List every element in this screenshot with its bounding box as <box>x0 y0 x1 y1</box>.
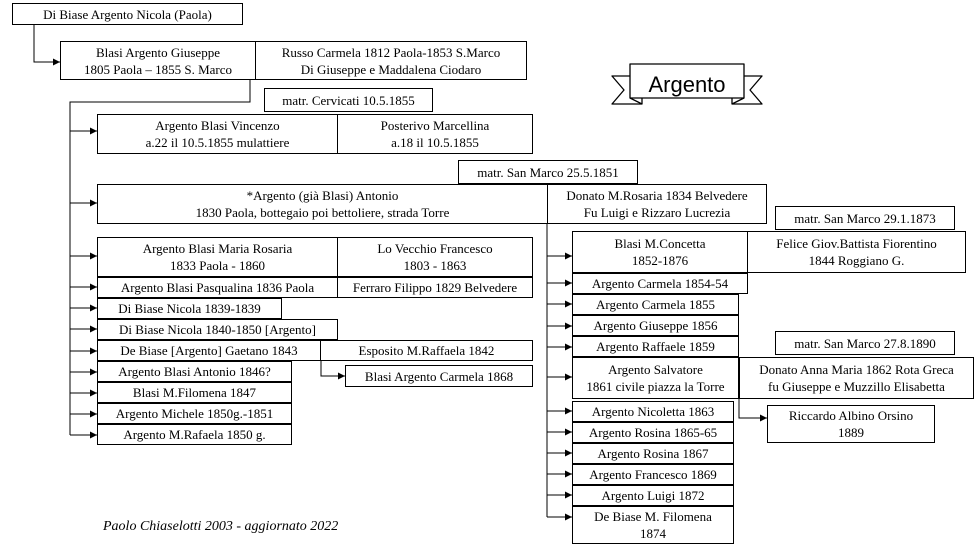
box-text-line: 1861 civile piazza la Torre <box>586 379 725 394</box>
person-pasqualina <box>97 277 338 298</box>
marriage-sanmarco-1851 <box>458 160 638 184</box>
box-text-line: Argento M.Rafaela 1850 g. <box>123 427 266 442</box>
person-rosina-1867 <box>572 443 734 464</box>
box-text-line: Argento Carmela 1855 <box>596 297 715 312</box>
box-text-line: Argento Blasi Maria Rosaria <box>142 241 293 256</box>
box-text-line: fu Giuseppe e Muzzillo Elisabetta <box>768 379 945 394</box>
person-nicola-1840 <box>97 319 338 340</box>
box-text-line: De Biase [Argento] Gaetano 1843 <box>120 343 298 358</box>
box-text-line: Argento Michele 1850g.-1851 <box>115 406 274 421</box>
person-antonio <box>97 184 548 224</box>
marriage-sanmarco-1890 <box>775 331 955 355</box>
box-text-line: Russo Carmela 1812 Paola-1853 S.Marco <box>281 44 501 60</box>
box-text-line: Felice Giov.Battista Fiorentino <box>776 236 937 251</box>
box-text-line: matr. San Marco 29.1.1873 <box>794 210 936 226</box>
box-text-line: a.18 il 10.5.1855 <box>391 135 479 150</box>
box-text-line: Argento Salvatore <box>608 362 703 377</box>
person-carmela-1854 <box>572 273 748 294</box>
box-text-line: Di Giuseppe e Maddalena Ciodaro <box>300 61 482 77</box>
author-credit: Paolo Chiaselotti 2003 - aggiornato 2022 <box>103 519 339 534</box>
box-text-line: Blasi M.Concetta <box>614 236 706 251</box>
spouse-donato-anna <box>739 357 974 399</box>
box-text-line: Di Biase Nicola 1839-1839 <box>118 301 261 316</box>
box-text-line: Argento Luigi 1872 <box>601 488 705 503</box>
person-francesco <box>572 464 734 485</box>
spouse-lo-vecchio <box>337 237 533 277</box>
person-root <box>12 3 243 25</box>
box-text-line: Di Biase Nicola 1840-1850 [Argento] <box>119 322 316 337</box>
box-text-line: 1852-1876 <box>631 253 689 268</box>
box-text-line: Argento Giuseppe 1856 <box>593 318 718 333</box>
box-text-line: Argento Blasi Antonio 1846? <box>118 364 271 379</box>
person-antonio-1846 <box>97 361 292 382</box>
person-filomena-1874 <box>572 506 734 544</box>
box-text-line: Esposito M.Raffaela 1842 <box>358 343 495 358</box>
person-riccardo <box>767 405 935 443</box>
box-text-line: Argento Raffaele 1859 <box>596 339 715 354</box>
connector-salvatore-riccardo <box>739 398 767 418</box>
person-gaetano <box>97 340 321 361</box>
box-text-line: Donato Anna Maria 1862 Rota Greca <box>759 362 954 377</box>
box-text-line: Argento Blasi Pasqualina 1836 Paola <box>120 280 315 295</box>
connector-root-giuseppe <box>34 24 60 62</box>
box-text-line: Blasi Argento Giuseppe <box>96 44 220 60</box>
spouse-ferraro <box>337 277 533 298</box>
box-text-line: Lo Vecchio Francesco <box>377 241 493 256</box>
person-mrafaela <box>97 424 292 445</box>
box-text-line: matr. San Marco 25.5.1851 <box>477 164 619 180</box>
marriage-sanmarco-1873 <box>775 206 955 230</box>
person-raffaele <box>572 336 739 357</box>
box-text-line: Riccardo Albino Orsino <box>788 408 914 423</box>
box-text-line: 1830 Paola, bottegaio poi bettoliere, strada Torre <box>195 205 450 220</box>
box-text-line: 1874 <box>640 526 666 541</box>
person-luigi <box>572 485 734 506</box>
spouse-donato-rosaria <box>547 184 767 224</box>
box-text-line: Di Biase Argento Nicola (Paola) <box>43 6 212 22</box>
box-text-line: Donato M.Rosaria 1834 Belvedere <box>566 188 748 203</box>
person-giuseppe-1856 <box>572 315 739 336</box>
box-text-line: Argento Francesco 1869 <box>589 467 717 482</box>
box-text-line: Argento Rosina 1865-65 <box>588 425 718 440</box>
person-carmela-1855 <box>572 294 739 315</box>
box-text-line: *Argento (già Blasi) Antonio <box>246 188 399 203</box>
box-text-line: Argento Rosina 1867 <box>597 446 709 461</box>
box-text-line: Fu Luigi e Rizzaro Lucrezia <box>583 205 731 220</box>
box-text-line: Blasi Argento Carmela 1868 <box>364 368 514 384</box>
person-salvatore <box>572 357 739 399</box>
box-text-line: Argento Carmela 1854-54 <box>591 276 729 291</box>
box-text-line: Posterivo Marcellina <box>380 118 490 133</box>
person-giuseppe <box>60 41 256 80</box>
box-text-line: Blasi M.Filomena 1847 <box>132 385 257 400</box>
box-text-line: Argento Nicoletta 1863 <box>591 404 715 419</box>
box-text-line: matr. San Marco 27.8.1890 <box>794 335 936 351</box>
person-maria-rosaria <box>97 237 338 277</box>
box-text-line: 1803 - 1863 <box>403 258 467 273</box>
person-nicoletta <box>572 401 734 422</box>
box-text-line: a.22 il 10.5.1855 mulattiere <box>145 135 290 150</box>
person-vincenzo <box>97 114 338 154</box>
box-text-line: matr. Cervicati 10.5.1855 <box>282 92 415 108</box>
box-text-line: 1805 Paola – 1855 S. Marco <box>83 61 233 77</box>
person-rosina-1865 <box>572 422 734 443</box>
spouse-esposito <box>320 340 533 361</box>
box-text-line: Argento Blasi Vincenzo <box>155 118 280 133</box>
person-nicola-1839 <box>97 298 282 319</box>
box-text-line: 1889 <box>838 425 864 440</box>
person-michele <box>97 403 292 424</box>
spouse-posterivo <box>337 114 533 154</box>
box-text-line: De Biase M. Filomena <box>594 509 712 524</box>
page-title: Argento <box>648 72 726 97</box>
person-filomena-1847 <box>97 382 292 403</box>
spouse-russo <box>255 41 527 80</box>
person-concetta <box>572 231 748 273</box>
box-text-line: Ferraro Filippo 1829 Belvedere <box>352 280 518 295</box>
person-blasi-carmela-1868 <box>345 365 533 387</box>
box-text-line: 1844 Roggiano G. <box>808 253 905 268</box>
spouse-felice <box>747 231 966 273</box>
box-text-line: 1833 Paola - 1860 <box>170 258 265 273</box>
marriage-cervicati <box>264 88 433 112</box>
